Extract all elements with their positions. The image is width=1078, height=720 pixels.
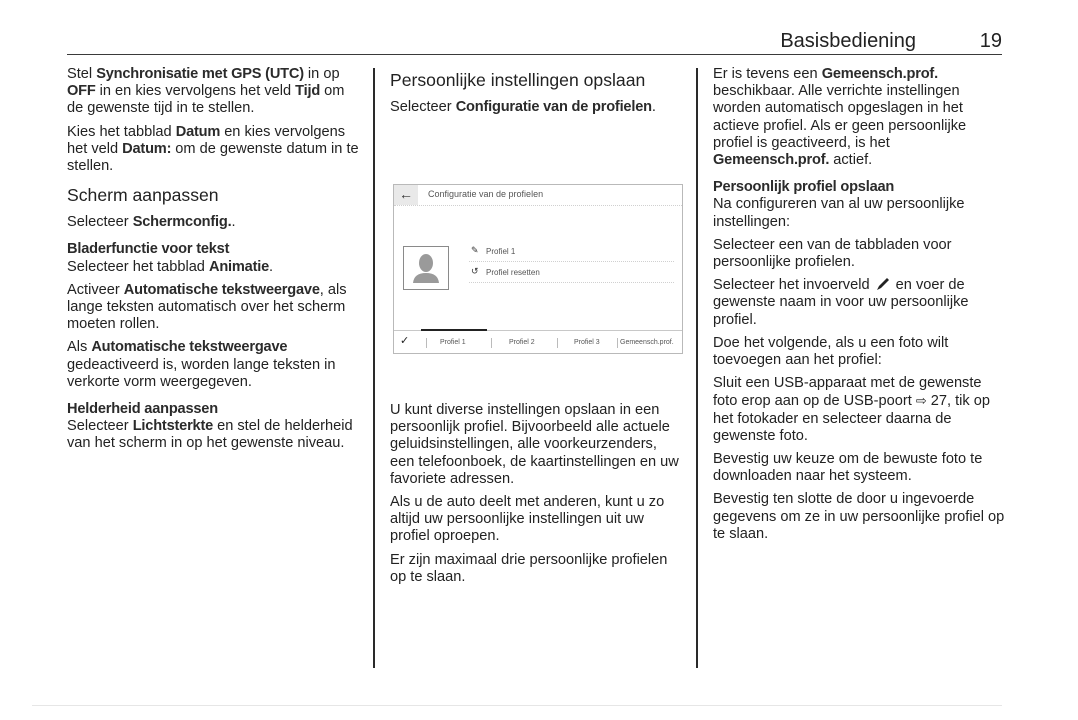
tab-separator: [617, 338, 618, 348]
paragraph: Stel Synchronisatie met GPS (UTC) in op OFF in en kies vervolgens het veld Tijd om de gewenste tijd in te stellen.: [67, 66, 345, 117]
column-divider: [696, 68, 698, 668]
pencil-icon: [874, 277, 892, 291]
chapter-title: Basisbediening: [780, 30, 916, 52]
section-heading: Persoonlijke instellingen opslaan: [390, 70, 646, 90]
ui-term: Tijd: [295, 83, 321, 100]
section-heading: Scherm aanpassen: [67, 185, 219, 206]
ui-term: Animatie: [208, 258, 270, 275]
paragraph: Bevestig uw keuze om de bewuste foto te downloaden naar het systeem.: [713, 451, 983, 485]
ui-term: Automatische tekstweergave: [91, 339, 288, 356]
paragraph: Bevestig ten slotte de door u ingevoerde gegevens om ze in uw persoonlijke profiel op te slaan.: [713, 491, 1005, 542]
tab-separator: [426, 338, 427, 348]
paragraph: Selecteer Lichtsterkte en stel de helderheid van het scherm in op het gewenste niveau.: [67, 418, 353, 452]
tab-separator: [557, 338, 558, 348]
arrow-left-icon: ←: [394, 185, 418, 205]
paragraph: Doe het volgende, als u een foto wilt toevoegen aan het profiel:: [713, 334, 949, 369]
tab-profiel-1: Profiel 1: [440, 339, 466, 346]
ui-term: Datum: [175, 123, 221, 140]
paragraph: Sluit een USB-apparaat met de gewenste foto erop aan op de USB-poort ⇨ 27, tik op het fotokader en selecteer daarna de gewenste foto.: [713, 375, 991, 444]
paragraph: Selecteer Configuratie van de profielen.: [390, 99, 656, 115]
column-3: [713, 66, 1005, 549]
subsection-heading: Persoonlijk profiel opslaan: [713, 179, 895, 196]
profile-reset-row: ↺ Profiel resetten: [469, 262, 674, 283]
paragraph: Na configureren van al uw persoonlijke instellingen:: [713, 196, 965, 230]
paragraph: Selecteer Schermconfig..: [67, 214, 236, 231]
paragraph: Er is tevens een Gemeensch.prof. beschikbaar. Alle verrichte instellingen worden automatisch opgeslagen in het actieve profiel. Als er geen persoonlijke profiel is geactiveerd, is het Gemeensch.prof. actief.: [713, 66, 967, 169]
profile-tabbar: [394, 330, 682, 353]
ui-term: Synchronisatie met GPS (UTC): [96, 66, 304, 82]
ui-term: Gemeensch.prof.: [713, 152, 830, 169]
ui-term: Lichtsterkte: [132, 418, 214, 435]
paragraph: Kies het tabblad Datum en kies vervolgens het veld Datum: om de gewenste datum in te stellen.: [67, 123, 359, 175]
screen-titlebar: [394, 185, 682, 206]
column-2-continued: [390, 402, 685, 592]
page-number: 19: [979, 30, 1002, 52]
checkmark-icon: ✓: [400, 335, 410, 347]
paragraph: Er zijn maximaal drie persoonlijke profielen op te slaan.: [390, 551, 668, 585]
ui-term: Automatische tekstweergave: [123, 281, 320, 298]
pencil-icon: ✎: [471, 245, 479, 255]
ui-term: Schermconfig.: [132, 214, 232, 231]
profile-name-row: ✎ Profiel 1: [469, 241, 674, 262]
paragraph: Selecteer een van de tabbladen voor persoonlijke profielen.: [713, 236, 952, 271]
ui-term: Gemeensch.prof.: [821, 66, 938, 82]
tab-gemeensch-prof: Gemeensch.prof.: [620, 339, 674, 346]
ui-term: OFF: [67, 83, 96, 100]
tab-profiel-2: Profiel 2: [509, 339, 535, 346]
tab-profiel-3: Profiel 3: [574, 339, 600, 346]
column-2: [390, 66, 685, 122]
paragraph: Selecteer het tabblad Animatie.: [67, 258, 274, 275]
page-bottom-edge: [32, 705, 1002, 706]
ui-term: Datum:: [122, 140, 172, 157]
paragraph: U kunt diverse instellingen opslaan in een persoonlijk profiel. Bijvoorbeeld alle actuele geluidsinstellingen, alle voorkeurzenders, een telefoonboek, de kaartinstellingen en uw favoriete adressen.: [390, 402, 679, 487]
profile-photo-frame: [403, 246, 449, 290]
paragraph: Activeer Automatische tekstweergave, als lange teksten automatisch over het scherm moeten rollen.: [67, 281, 347, 333]
screen-title: Configuratie van de profielen: [428, 189, 544, 199]
page-reference-arrow-icon: ⇨: [915, 393, 927, 409]
tab-separator: [491, 338, 492, 348]
subsection-heading: Helderheid aanpassen: [67, 401, 218, 418]
paragraph: Als Automatische tekstweergave gedeactiveerd is, worden lange teksten in verkorte vorm weergegeven.: [67, 339, 336, 390]
column-1: [67, 66, 362, 459]
reset-icon: ↺: [471, 266, 479, 276]
subsection-heading: Bladerfunctie voor tekst: [67, 241, 230, 258]
profile-config-screenshot: [393, 184, 683, 354]
paragraph: Als u de auto deelt met anderen, kunt u zo altijd uw persoonlijke instellingen uit uw profiel oproepen.: [390, 494, 665, 545]
column-divider: [373, 68, 375, 668]
ui-term: Configuratie van de profielen: [455, 99, 652, 115]
active-tab-indicator: [421, 329, 487, 331]
paragraph: Selecteer het invoerveld en voer de gewenste naam in voor uw persoonlijke profiel.: [713, 277, 969, 328]
running-header: [67, 26, 1002, 55]
user-silhouette-icon: [404, 247, 448, 289]
